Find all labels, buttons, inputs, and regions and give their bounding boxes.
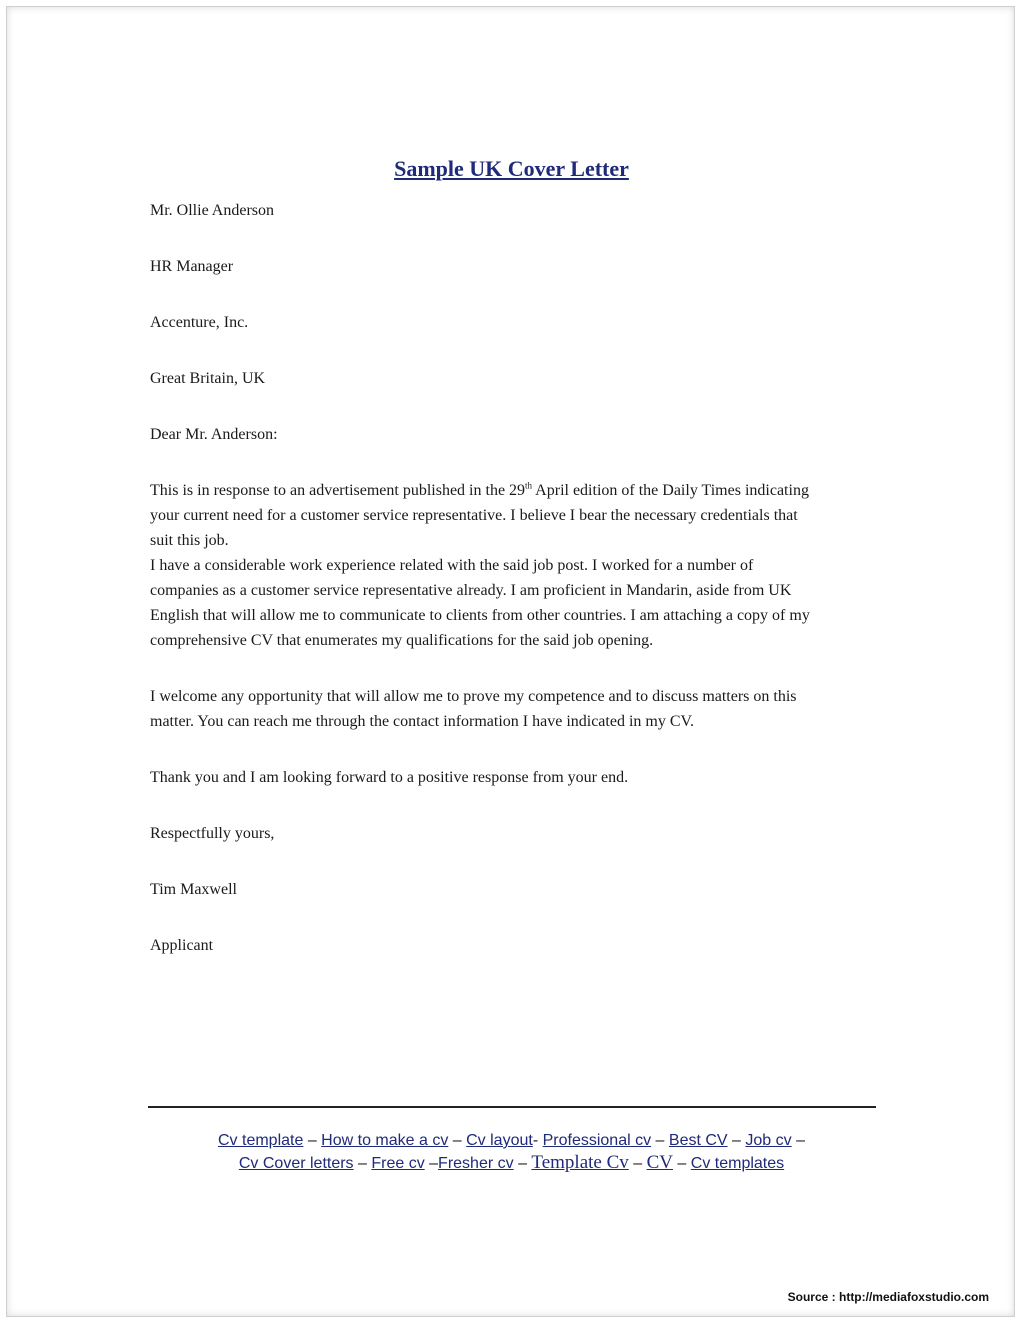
link-cv[interactable]: CV [646,1152,673,1173]
paragraph-1-text-a: This is in response to an advertisement published in the 29 [150,482,526,499]
source-credit: Source : http://mediafoxstudio.com [787,1290,989,1304]
footer-links-row-1: Cv template – How to make a cv – Cv layout- Professional cv – Best CV – Job cv – [218,1132,805,1149]
paragraph-2-line: companies as a customer service representative already. I am proficient in Mandarin, aside from UK [150,582,792,599]
recipient-position: HR Manager [150,258,234,275]
link-cv-layout[interactable]: Cv layout [466,1132,533,1149]
closing: Respectfully yours, [150,825,275,842]
ordinal-suffix: th [525,480,533,491]
paragraph-1-text-b: April edition of the Daily Times indicating [532,482,809,499]
paragraph-1-line [150,478,890,503]
paragraph-3-line: matter. You can reach me through the contact information I have indicated in my CV. [150,713,695,730]
link-fresher-cv[interactable]: Fresher cv [438,1155,514,1172]
link-professional-cv[interactable]: Professional cv [542,1132,652,1149]
paragraph-1-line: your current need for a customer service representative. I believe I bear the necessary credentials that [150,507,798,524]
footer-divider [148,1106,876,1108]
link-job-cv[interactable]: Job cv [745,1132,792,1149]
link-cv-templates[interactable]: Cv templates [690,1155,785,1172]
link-cv-cover-letters[interactable]: Cv Cover letters [238,1155,354,1172]
footer-links-row-2: Cv Cover letters – Free cv –Fresher cv – Template Cv – CV – Cv templates [238,1152,785,1173]
link-how-to-make-a-cv[interactable]: How to make a cv [321,1132,449,1149]
paragraph-2-line: English that will allow me to communicate to clients from other countries. I am attaching a copy of my [150,607,810,624]
paragraph-4-line: Thank you and I am looking forward to a positive response from your end. [150,769,629,786]
signature-name: Tim Maxwell [150,881,237,898]
recipient-company: Accenture, Inc. [150,314,249,331]
signature-role: Applicant [150,937,214,954]
footer-links [0,1130,1023,1175]
salutation: Dear Mr. Anderson: [150,426,278,443]
paragraph-2-line: comprehensive CV that enumerates my qualifications for the said job opening. [150,632,654,649]
recipient-name: Mr. Ollie Anderson [150,202,274,219]
letter-title: Sample UK Cover Letter [394,156,629,181]
recipient-location: Great Britain, UK [150,370,266,387]
link-free-cv[interactable]: Free cv [371,1155,425,1172]
paragraph-1-line: suit this job. [150,532,229,549]
link-cv-template[interactable]: Cv template [218,1132,304,1149]
letter-body [150,198,890,958]
link-template-cv[interactable]: Template Cv [531,1152,629,1173]
paragraph-2-line: I have a considerable work experience related with the said job post. I worked for a number of [150,557,754,574]
paragraph-3-line: I welcome any opportunity that will allow me to prove my competence and to discuss matters on this [150,688,797,705]
link-best-cv[interactable]: Best CV [668,1132,728,1149]
